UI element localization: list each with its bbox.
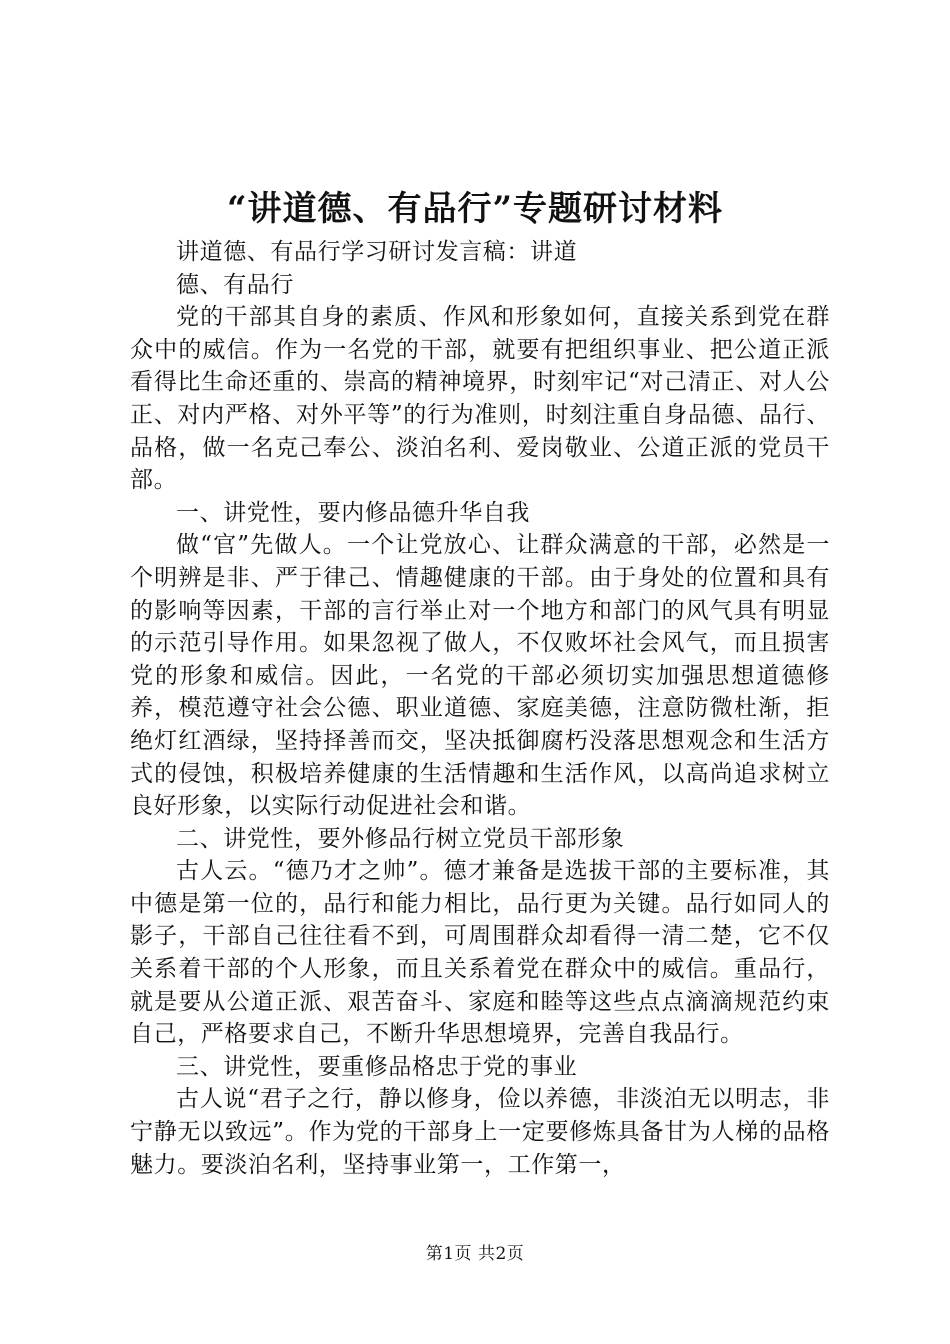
document-title: “讲道德、有品行”专题研讨材料	[226, 189, 724, 229]
body-paragraph: 做“官”先做人。一个让党放心、让群众满意的干部，必然是一个明辨是非、严于律己、情趣健康的干部。由于身处的位置和具有的影响等因素，干部的言行举止对一个地方和部门的风气具有明显的示范引导作用。如果忽视了做人，不仅败坏社会风气，而且损害党的形象和威信。因此，一名党的干部必须切实加强思想道德修养，模范遵守社会公德、职业道德、家庭美德，注意防微杜渐，拒绝灯红酒绿，坚持择善而交，坚决抵御腐朽没落思想观念和生活方式的侵蚀，积极培养健康的生活情趣和生活作风，以高尚追求树立良好形象，以实际行动促进社会和谐。	[130, 532, 830, 820]
section-heading: 一、讲党性，要内修品德升华自我	[176, 499, 530, 526]
section-heading: 三、讲党性，要重修品格忠于党的事业	[176, 1053, 578, 1080]
body-paragraph: 党的干部其自身的素质、作风和形象如何，直接关系到党在群众中的威信。作为一名党的干部，就要有把组织事业、把公道正派看得比生命还重的、崇高的精神境界，时刻牢记“对己清正、对人公正、对内严格、对外平等”的行为准则，时刻注重自身品德、品行、品格，做一名克己奉公、淡泊名利、爱岗敬业、公道正派的党员干部。	[130, 304, 830, 494]
document-body	[130, 236, 830, 1181]
body-paragraph: 古人说“君子之行，静以修身，俭以养德，非淡泊无以明志，非宁静无以致远”。作为党的干部身上一定要修炼具备甘为人梯的品格魅力。要淡泊名利，坚持事业第一，工作第一，	[130, 1086, 830, 1178]
section-heading: 二、讲党性，要外修品行树立党员干部形象	[176, 825, 625, 852]
document-subtitle: 讲道德、有品行学习研讨发言稿：讲道德、有品行	[176, 239, 578, 298]
body-paragraph: 古人云。“德乃才之帅”。德才兼备是选拔干部的主要标准，其中德是第一位的，品行和能力相比，品行更为关键。品行如同人的影子，干部自己往往看不到，可周围群众却看得一清二楚，它不仅关系着干部的个人形象，而且关系着党在群众中的威信。重品行，就是要从公道正派、艰苦奋斗、家庭和睦等这些点点滴滴规范约束自己，严格要求自己，不断升华思想境界，完善自我品行。	[130, 858, 830, 1048]
page-number-footer: 第1页 共2页	[425, 1244, 525, 1264]
